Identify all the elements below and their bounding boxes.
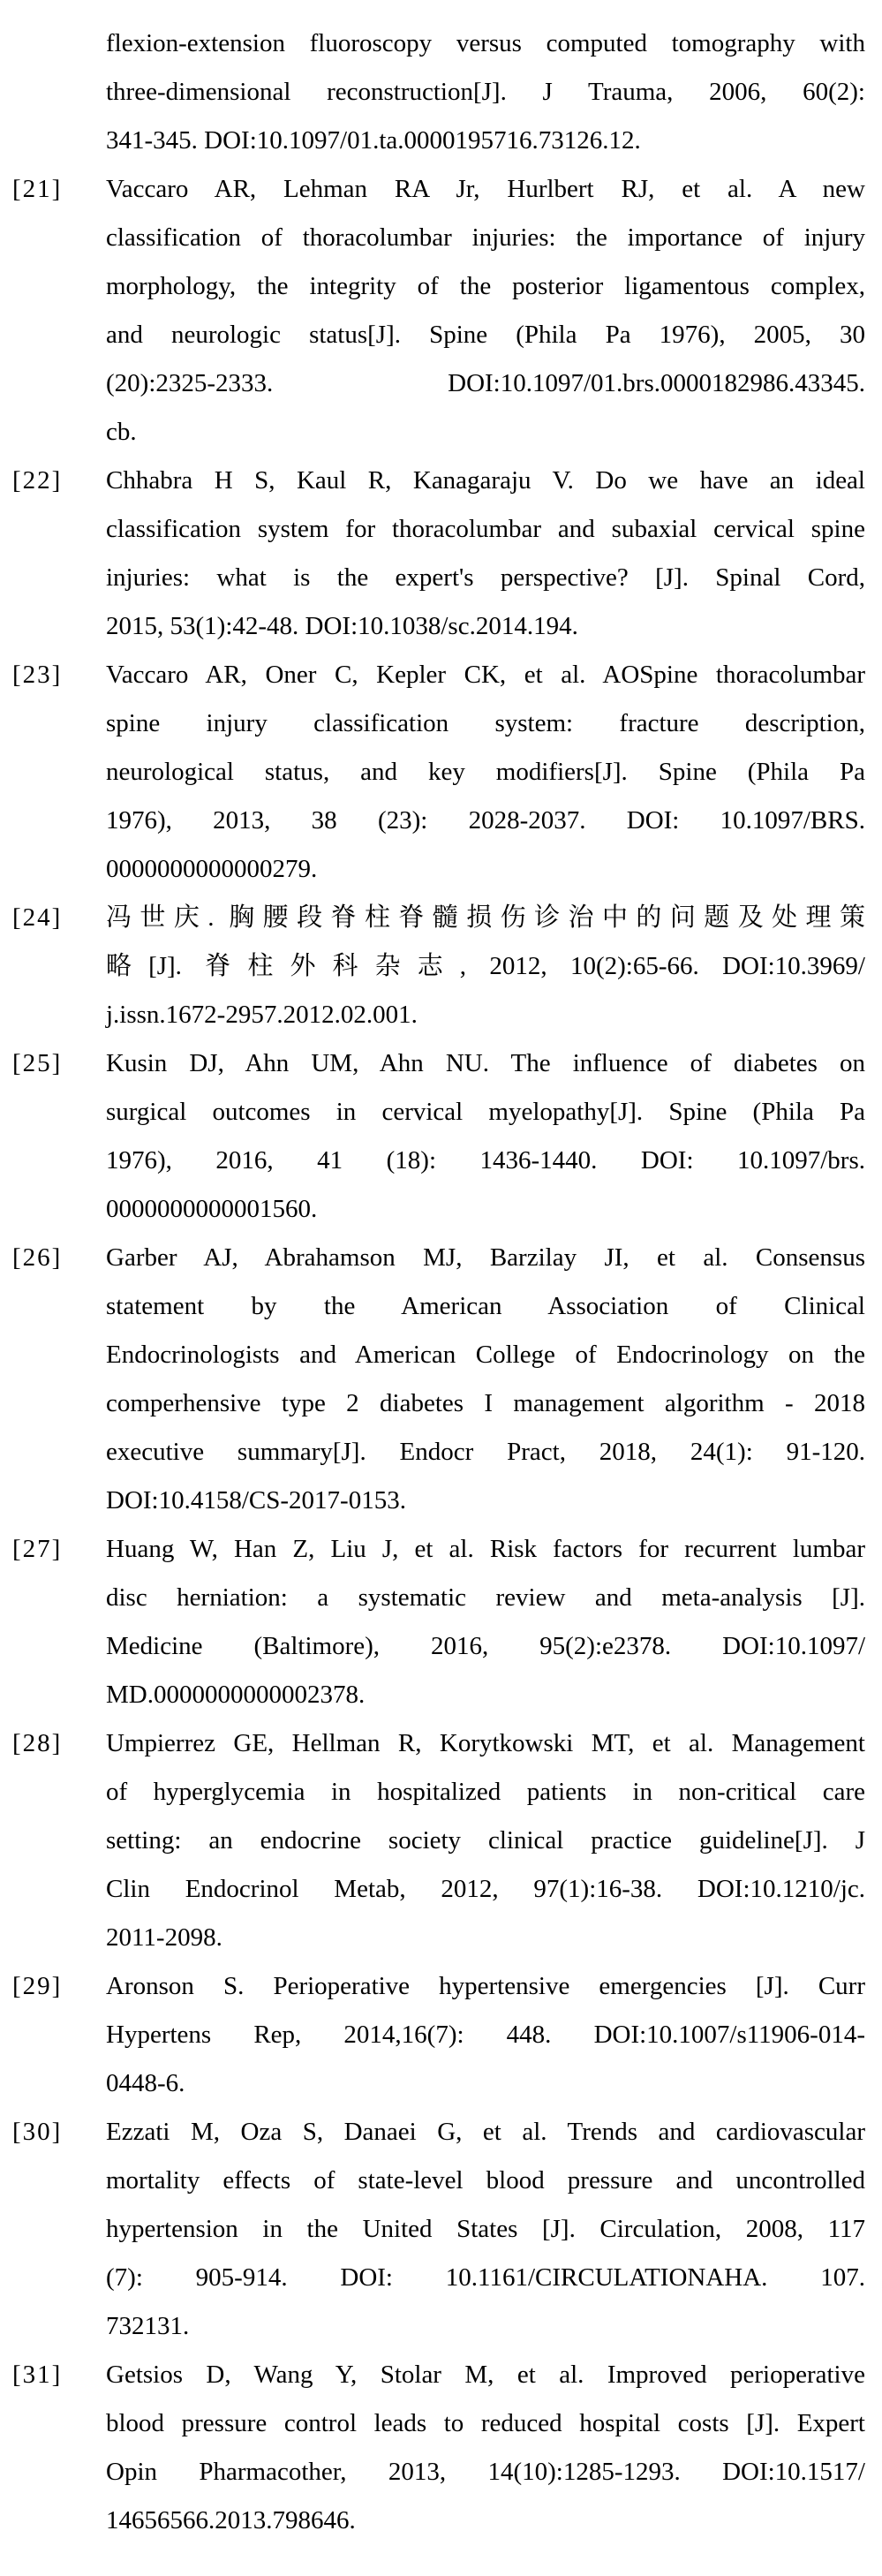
reference-line: of hyperglycemia in hospitalized patients in non-critical care <box>106 1778 865 1806</box>
reference-line: classification system for thoracolumbar and subaxial cervical spine <box>106 515 865 543</box>
reference-item <box>0 1962 865 2108</box>
reference-line: Opin Pharmacother, 2013, 14(10):1285-1293. DOI:10.1517/ <box>106 2458 865 2486</box>
reference-line: 0000000000001560. <box>106 1195 318 1223</box>
reference-body <box>106 19 865 165</box>
reference-line: Getsios D, Wang Y, Stolar M, et al. Improved perioperative <box>106 2361 865 2389</box>
reference-line: Huang W, Han Z, Liu J, et al. Risk factors for recurrent lumbar <box>106 1535 865 1563</box>
reference-item <box>0 2108 865 2351</box>
reference-line: 0448-6. <box>106 2069 185 2097</box>
reference-body <box>106 1234 865 1525</box>
reference-item <box>0 1234 865 1525</box>
reference-number: [31] <box>12 2361 63 2389</box>
reference-line: Hypertens Rep, 2014,16(7): 448. DOI:10.1007/s11906-014- <box>106 2021 865 2049</box>
reference-item <box>0 457 865 651</box>
reference-line: hypertension in the United States [J]. Circulation, 2008, 117 <box>106 2215 865 2243</box>
reference-line: Ezzati M, Oza S, Danaei G, et al. Trends and cardiovascular <box>106 2118 865 2146</box>
reference-line: surgical outcomes in cervical myelopathy[J]. Spine (Phila Pa <box>106 1098 865 1126</box>
reference-body <box>106 165 865 457</box>
reference-line: spine injury classification system: fracture description, <box>106 709 865 737</box>
reference-item <box>0 651 865 894</box>
reference-line: neurological status, and key modifiers[J]. Spine (Phila Pa <box>106 758 865 786</box>
reference-line: j.issn.1672-2957.2012.02.001. <box>106 1001 418 1029</box>
reference-number: [21] <box>12 175 63 203</box>
reference-line: 341-345. DOI:10.1097/01.ta.0000195716.73126.12. <box>106 126 641 155</box>
reference-line: (20):2325-2333. DOI:10.1097/01.brs.0000182986.43345. <box>106 369 865 397</box>
reference-body <box>106 894 865 1039</box>
reference-line: comperhensive type 2 diabetes I management algorithm - 2018 <box>106 1389 865 1417</box>
reference-item <box>0 1719 865 1962</box>
reference-line: (7): 905-914. DOI: 10.1161/CIRCULATIONAHA. 107. <box>106 2263 865 2292</box>
reference-item <box>0 1039 865 1234</box>
reference-line: 1976), 2016, 41 (18): 1436-1440. DOI: 10.1097/brs. <box>106 1146 865 1175</box>
reference-item <box>0 19 865 165</box>
reference-line: Chhabra H S, Kaul R, Kanagaraju V. Do we have an ideal <box>106 466 865 495</box>
reference-body <box>106 2351 865 2545</box>
reference-line: statement by the American Association of Clinical <box>106 1292 865 1320</box>
reference-number: [30] <box>12 2118 63 2146</box>
reference-line: 732131. <box>106 2312 190 2340</box>
reference-line: 冯世庆. 胸腰段脊柱脊髓损伤诊治中的问题及处理策 <box>106 903 865 932</box>
reference-line: flexion-extension fluoroscopy versus computed tomography with <box>106 29 865 57</box>
reference-line: Medicine (Baltimore), 2016, 95(2):e2378. DOI:10.1097/ <box>106 1632 865 1660</box>
reference-line: MD.0000000000002378. <box>106 1681 366 1709</box>
reference-line: morphology, the integrity of the posterior ligamentous complex, <box>106 272 865 300</box>
reference-line: Clin Endocrinol Metab, 2012, 97(1):16-38. DOI:10.1210/jc. <box>106 1875 865 1903</box>
reference-line: three-dimensional reconstruction[J]. J Trauma, 2006, 60(2): <box>106 78 865 106</box>
reference-number: [26] <box>12 1243 63 1272</box>
reference-line: disc herniation: a systematic review and meta-analysis [J]. <box>106 1583 865 1612</box>
reference-line: Garber AJ, Abrahamson MJ, Barzilay JI, et al. Consensus <box>106 1243 865 1272</box>
reference-item <box>0 2351 865 2545</box>
reference-item <box>0 894 865 1039</box>
reference-body <box>106 1719 865 1962</box>
reference-body <box>106 1039 865 1234</box>
reference-line: mortality effects of state-level blood pressure and uncontrolled <box>106 2166 865 2195</box>
reference-line: 略[J]. 脊柱外科杂志, 2012, 10(2):65-66. DOI:10.3969/ <box>106 952 865 980</box>
reference-line: cb. <box>106 418 137 446</box>
reference-line: 14656566.2013.798646. <box>106 2506 356 2534</box>
reference-line: Vaccaro AR, Lehman RA Jr, Hurlbert RJ, et al. A new <box>106 175 865 203</box>
reference-body <box>106 457 865 651</box>
reference-body <box>106 1962 865 2108</box>
reference-line: Vaccaro AR, Oner C, Kepler CK, et al. AOSpine thoracolumbar <box>106 661 865 689</box>
reference-number: [27] <box>12 1535 63 1563</box>
reference-number: [28] <box>12 1729 63 1757</box>
reference-number: [25] <box>12 1049 63 1077</box>
reference-line: classification of thoracolumbar injuries: the importance of injury <box>106 223 865 252</box>
reference-body <box>106 2108 865 2351</box>
reference-number: [29] <box>12 1972 63 2000</box>
reference-number: [23] <box>12 661 63 689</box>
reference-line: setting: an endocrine society clinical practice guideline[J]. J <box>106 1826 865 1855</box>
reference-body <box>106 651 865 894</box>
reference-line: 2015, 53(1):42-48. DOI:10.1038/sc.2014.194. <box>106 612 578 640</box>
reference-line: injuries: what is the expert's perspective? [J]. Spinal Cord, <box>106 563 865 592</box>
reference-line: 1976), 2013, 38 (23): 2028-2037. DOI: 10.1097/BRS. <box>106 806 865 835</box>
reference-line: executive summary[J]. Endocr Pract, 2018, 24(1): 91-120. <box>106 1438 865 1466</box>
reference-number: [24] <box>12 903 63 932</box>
reference-line: blood pressure control leads to reduced hospital costs [J]. Expert <box>106 2409 865 2437</box>
reference-line: and neurologic status[J]. Spine (Phila Pa 1976), 2005, 30 <box>106 321 865 349</box>
reference-line: Umpierrez GE, Hellman R, Korytkowski MT, et al. Management <box>106 1729 865 1757</box>
reference-line: DOI:10.4158/CS-2017-0153. <box>106 1486 406 1515</box>
reference-number: [22] <box>12 466 63 495</box>
reference-line: Endocrinologists and American College of Endocrinology on the <box>106 1341 865 1369</box>
reference-item <box>0 1525 865 1719</box>
reference-line: Aronson S. Perioperative hypertensive emergencies [J]. Curr <box>106 1972 865 2000</box>
reference-line: 0000000000000279. <box>106 855 318 883</box>
reference-line: 2011-2098. <box>106 1923 222 1952</box>
reference-item <box>0 165 865 457</box>
reference-line: Kusin DJ, Ahn UM, Ahn NU. The influence of diabetes on <box>106 1049 865 1077</box>
reference-body <box>106 1525 865 1719</box>
